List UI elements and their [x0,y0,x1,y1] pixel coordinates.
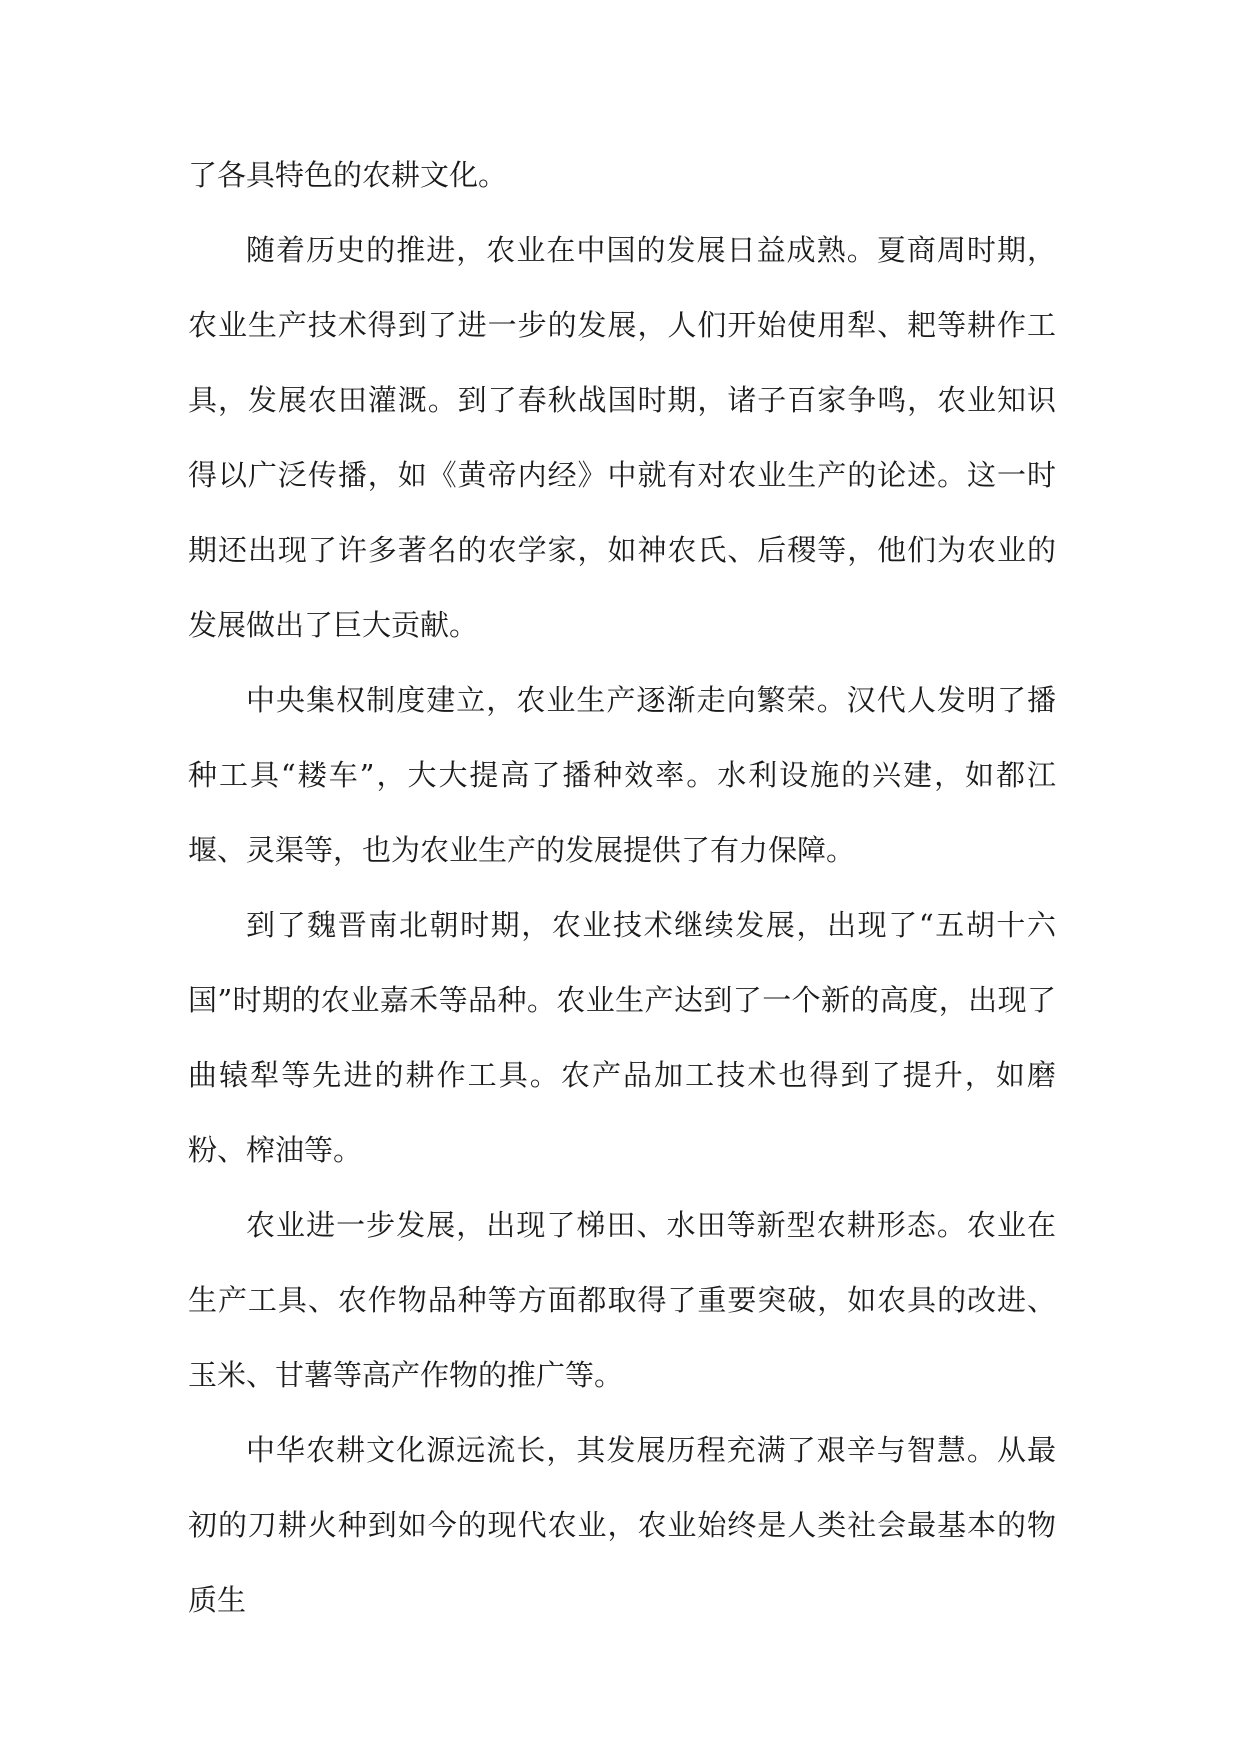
paragraph-5: 农业进一步发展，出现了梯田、水田等新型农耕形态。农业在生产工具、农作物品种等方面都取得了重要突破，如农具的改进、玉米、甘薯等高产作物的推广等。 [188,1208,1056,1392]
paragraph-3: 中央集权制度建立，农业生产逐渐走向繁荣。汉代人发明了播种工具“耧车”，大大提高了播种效率。水利设施的兴建，如都江堰、灵渠等，也为农业生产的发展提供了有力保障。 [188,683,1056,867]
paragraph-1: 了各具特色的农耕文化。 [188,158,508,192]
body-text [188,138,1056,1638]
paragraph-2: 随着历史的推进，农业在中国的发展日益成熟。夏商周时期，农业生产技术得到了进一步的发展，人们开始使用犁、耙等耕作工具，发展农田灌溉。到了春秋战国时期，诸子百家争鸣，农业知识得以广泛传播，如《黄帝内经》中就有对农业生产的论述。这一时期还出现了许多著名的农学家，如神农氏、后稷等，他们为农业的发展做出了巨大贡献。 [188,233,1056,642]
paragraph-4: 到了魏晋南北朝时期，农业技术继续发展，出现了“五胡十六国”时期的农业嘉禾等品种。农业生产达到了一个新的高度，出现了曲辕犁等先进的耕作工具。农产品加工技术也得到了提升，如磨粉、榨油等。 [188,908,1056,1167]
paragraph-6: 中华农耕文化源远流长，其发展历程充满了艰辛与智慧。从最初的刀耕火种到如今的现代农业，农业始终是人类社会最基本的物质生 [188,1433,1056,1617]
